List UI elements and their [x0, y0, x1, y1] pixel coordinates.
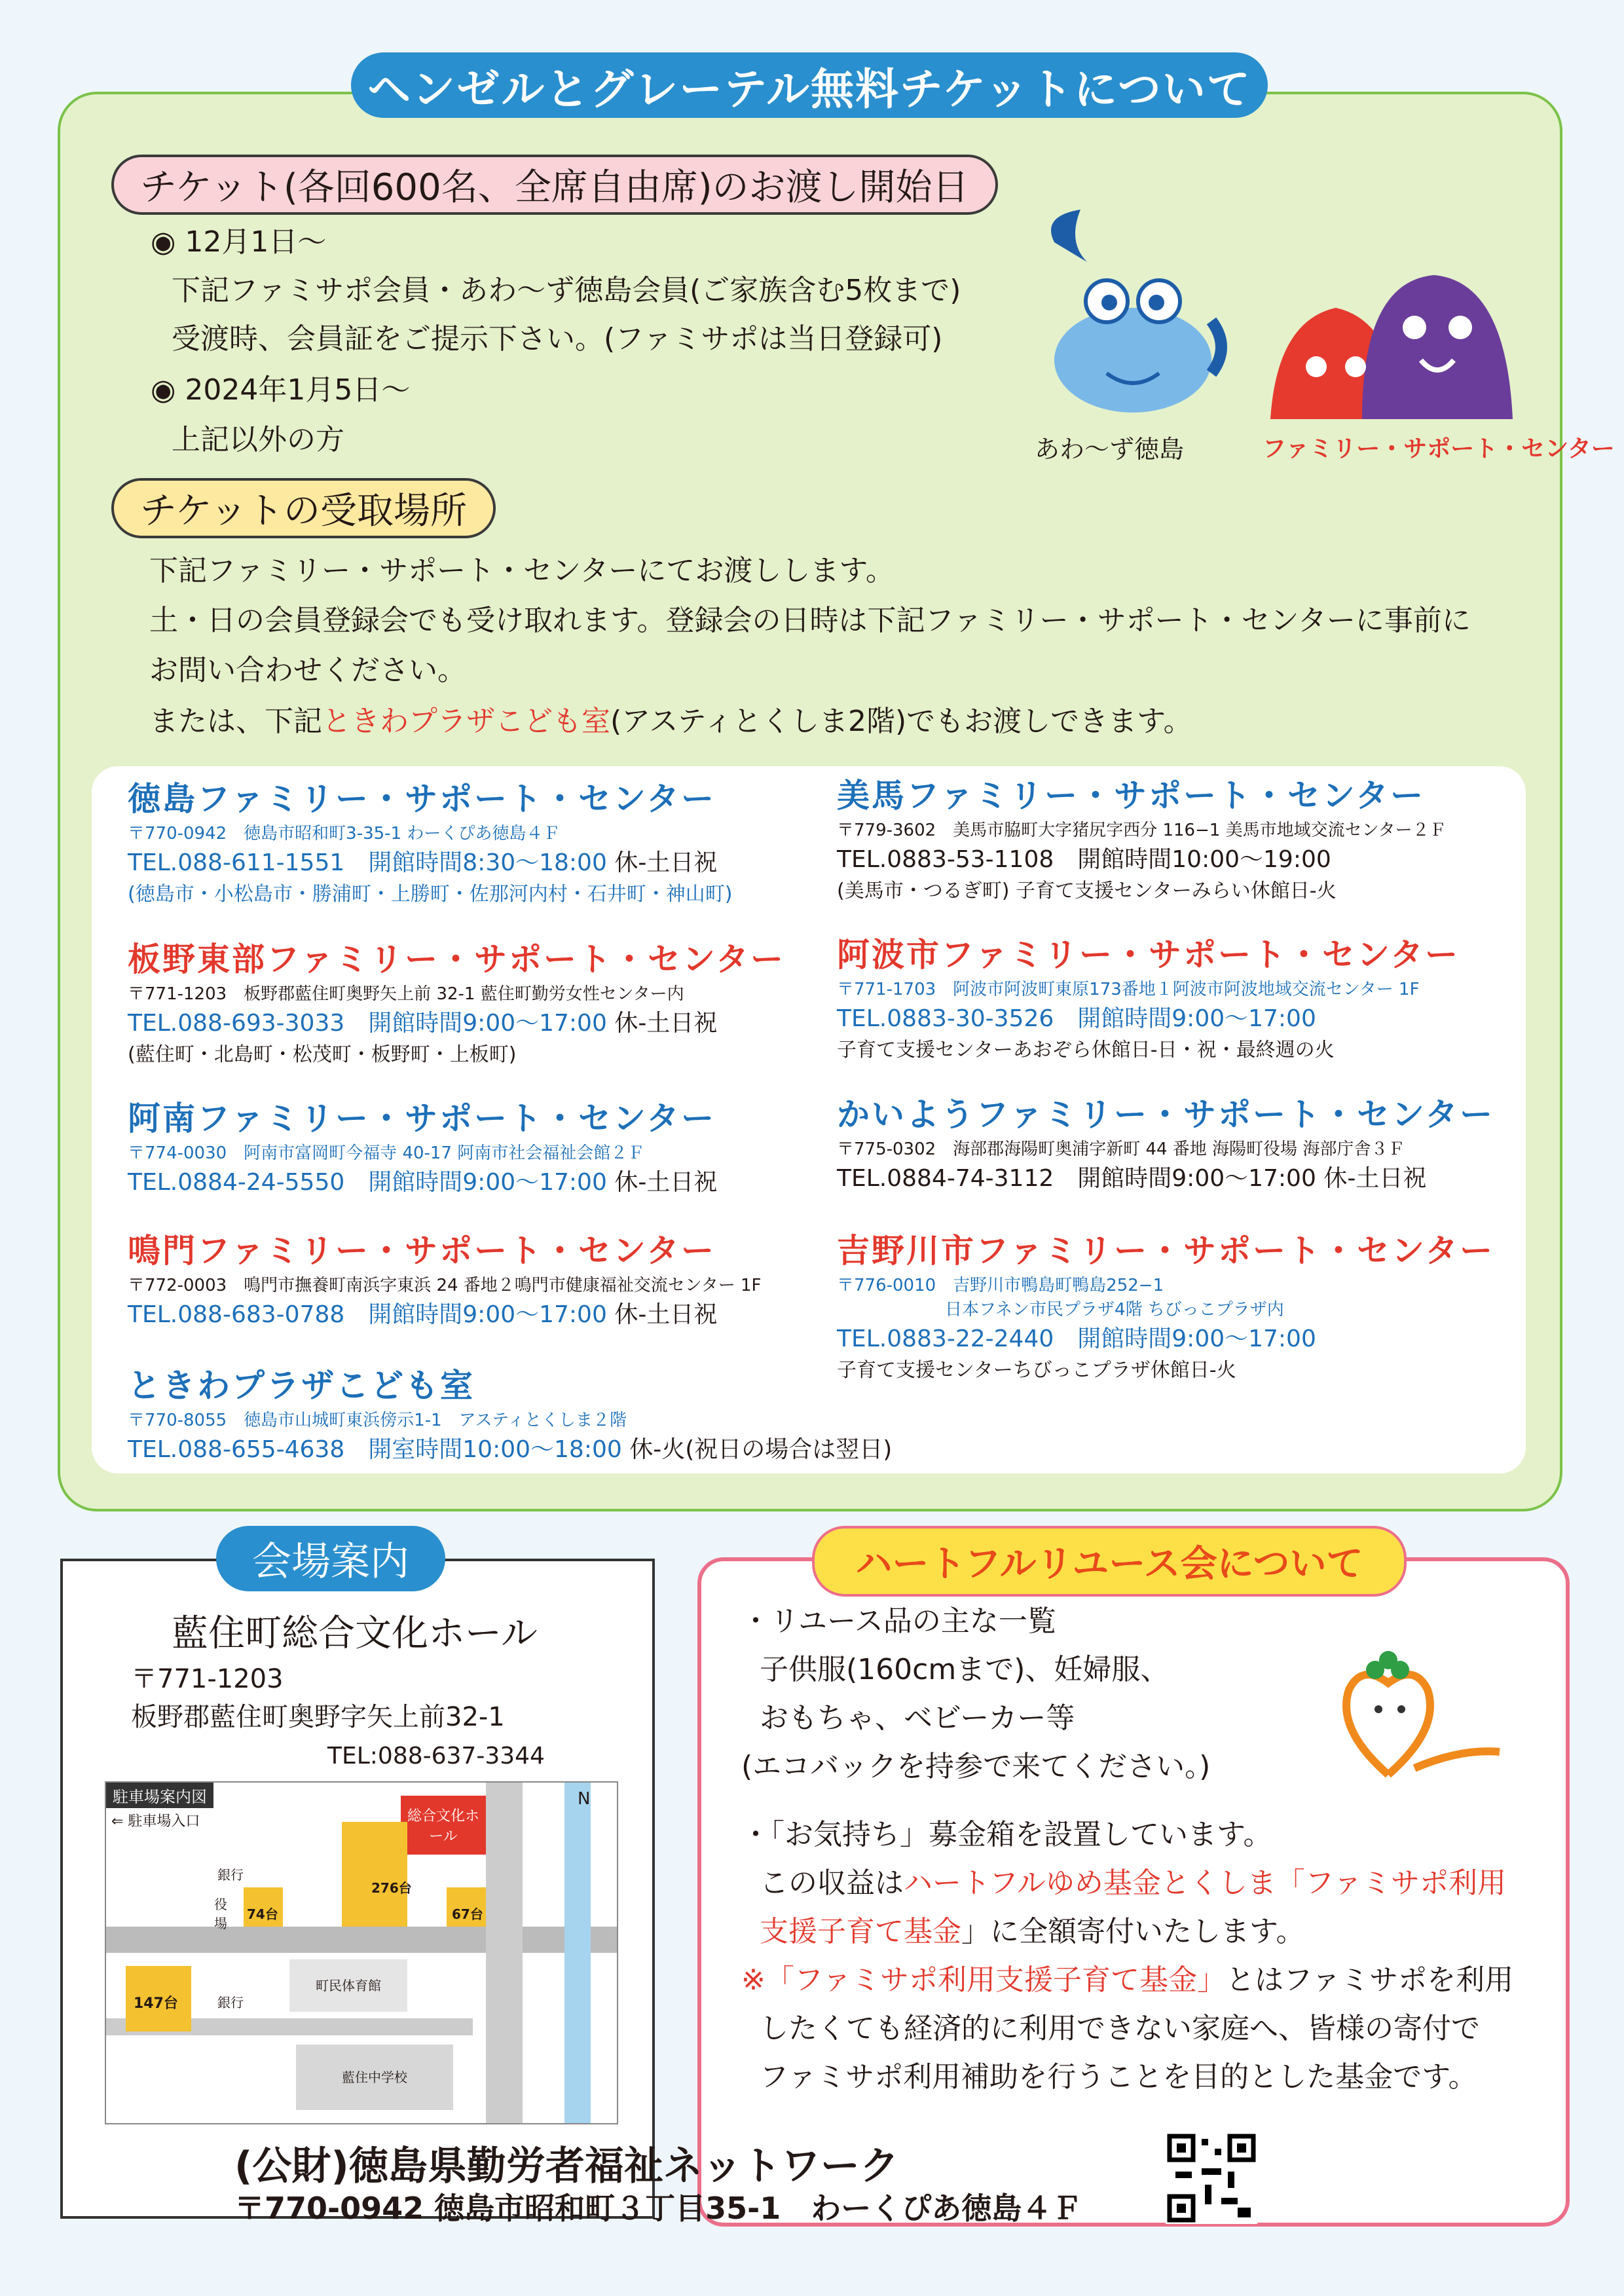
center-name: 板野東部ファミリー・サポート・センター	[128, 940, 785, 978]
ticket-place-heading: チケットの受取場所	[111, 478, 496, 538]
center-tel: TEL.088-655-4638	[128, 1436, 345, 1463]
map-hall: 総合文化ホール	[401, 1796, 486, 1855]
center-mima	[837, 769, 1447, 903]
item1-line2: 受渡時、会員証をご提示下さい。(ファミサポは当日登録可)	[172, 322, 943, 356]
center-name: かいようファミリー・サポート・センター	[837, 1096, 1494, 1134]
center-name: 美馬ファミリー・サポート・センター	[837, 777, 1425, 815]
center-anan	[128, 1092, 717, 1197]
venue-heading: 会場案内	[216, 1526, 445, 1591]
center-addr: 〒779-3602 美馬市脇町大字猪尻字西分 116−1 美馬市地域交流センター２Ｆ	[837, 821, 1447, 840]
item2-date: ◉ 2024年1月5日～	[151, 373, 411, 407]
center-note: (藍住町・北島町・松茂町・板野町・上板町)	[128, 1043, 517, 1066]
center-name: 阿南ファミリー・サポート・センター	[128, 1100, 716, 1138]
reuse-l7-post: 」に全額寄付いたします。	[961, 1915, 1305, 1948]
venue-name: 藍住町総合文化ホール	[172, 1612, 538, 1655]
place-line2: 土・日の会員登録会でも受け取れます。登録会の日時は下記ファミリー・サポート・センターに事前に	[149, 604, 1471, 637]
map-label-67: 67台	[452, 1906, 483, 1922]
place-line1: 下記ファミリー・サポート・センターにてお渡しします。	[149, 554, 895, 587]
center-tel-line	[837, 1160, 1494, 1193]
center-tel: TEL.0883-22-2440	[837, 1325, 1054, 1352]
center-tel: TEL.088-683-0788	[128, 1301, 345, 1328]
center-tel-line	[837, 841, 1447, 874]
center-tel: TEL.0883-30-3526	[837, 1005, 1054, 1032]
reuse-l8	[741, 1957, 1513, 2004]
center-closed: 休-土日祝	[1323, 1165, 1427, 1192]
map-gym: 町民体育館	[289, 1959, 407, 2012]
reuse-l8-red: ※「ファミサポ利用支援子育て基金」	[741, 1963, 1226, 1997]
reuse-l2: 子供服(160cmまで)、妊婦服、	[760, 1653, 1170, 1686]
center-hours: 開館時間9:00～17:00	[368, 1169, 607, 1196]
center-closed: 休-火(祝日の場合は翌日)	[629, 1436, 893, 1463]
center-tel: TEL.0884-74-3112	[837, 1165, 1054, 1192]
map-title: 駐車場案内図	[106, 1783, 213, 1808]
reuse-l10: ファミサポ利用補助を行うことを目的とした基金です。	[760, 2060, 1477, 2094]
venue-tel: TEL:088-637-3344	[327, 1743, 545, 1769]
center-naruto	[128, 1225, 762, 1329]
reuse-l1: ・リユース品の主な一覧	[741, 1604, 1056, 1638]
center-tokushima	[128, 773, 732, 906]
center-itano	[128, 933, 785, 1067]
map-north-icon: N	[578, 1789, 591, 1809]
center-tel: TEL.0884-24-5550	[128, 1169, 345, 1196]
center-hours: 開館時間9:00～17:00	[1077, 1165, 1316, 1192]
center-addr: 〒771-1203 板野郡藍住町奥野矢上前 32-1 藍住町勤労女性センター内	[128, 984, 684, 1004]
heart-mascot-icon	[1316, 1631, 1506, 1801]
center-hours: 開館時間9:00～17:00	[1077, 1325, 1316, 1352]
famisapo-label: ファミリー・サポート・センター	[1263, 435, 1615, 462]
map-school: 藍住中学校	[296, 2045, 453, 2110]
center-tel-line	[128, 1005, 785, 1038]
center-tel-line	[128, 844, 732, 878]
center-name: 徳島ファミリー・サポート・センター	[128, 780, 716, 818]
reuse-l3: おもちゃ、ベビーカー等	[760, 1701, 1075, 1735]
venue-address: 板野郡藍住町奥野字矢上前32-1	[131, 1702, 505, 1732]
map-label-276: 276台	[371, 1880, 412, 1896]
map-label-74: 74台	[247, 1906, 278, 1922]
place-line4-post: (アスティとくしま2階)でもお渡しできます。	[610, 705, 1192, 738]
reuse-l7-red: 支援子育て基金	[760, 1915, 961, 1948]
center-tel-line	[128, 1431, 892, 1464]
center-addr: 〒771-1703 阿波市阿波町東原173番地１阿波市阿波地域交流センター 1F	[837, 980, 1420, 999]
item2-line1: 上記以外の方	[172, 423, 344, 456]
center-addr2: 日本フネン市民プラザ4階 ちびっこプラザ内	[945, 1300, 1284, 1320]
center-note: (徳島市・小松島市・勝浦町・上勝町・佐那河内村・石井町・神山町)	[128, 883, 733, 906]
center-note: 子育て支援センターあおぞら休館日-日・祝・最終週の火	[837, 1039, 1335, 1062]
place-line4-pre: または、下記	[149, 705, 322, 738]
center-note: 子育て支援センターちびっこプラザ休館日-火	[837, 1359, 1236, 1382]
reuse-heading: ハートフルリユース会について	[812, 1526, 1407, 1597]
venue-zip: 〒771-1203	[131, 1664, 284, 1694]
center-awa	[837, 929, 1460, 1062]
center-tel: TEL.088-693-3033	[128, 1010, 345, 1037]
center-tel: TEL.088-611-1551	[128, 849, 345, 876]
map-road-vertical	[486, 1783, 523, 2123]
center-name: 鳴門ファミリー・サポート・センター	[128, 1232, 716, 1270]
reuse-l4: (エコバックを持参で来てください。)	[741, 1750, 1211, 1783]
awazu-label: あわ～ず徳島	[1035, 435, 1185, 464]
map-parking-276	[342, 1822, 407, 1927]
center-name: 阿波市ファミリー・サポート・センター	[837, 936, 1460, 974]
center-name: ときわプラザこども室	[128, 1367, 475, 1405]
reuse-l5: ・「お気持ち」募金箱を設置しています。	[741, 1818, 1272, 1851]
center-note: (美馬市・つるぎ町) 子育て支援センターみらい休館日-火	[837, 880, 1337, 902]
center-hours: 開館時間9:00～17:00	[1077, 1005, 1316, 1032]
famisapo-mascot-icon	[1264, 255, 1526, 426]
center-hours: 開室時間10:00～18:00	[368, 1436, 622, 1463]
map-river	[564, 1783, 591, 2123]
page-title: ヘンゼルとグレーテル無料チケットについて	[351, 52, 1268, 118]
center-tel-line	[837, 1320, 1494, 1354]
center-hours: 開館時間8:30～18:00	[368, 849, 607, 876]
reuse-l9: したくても経済的に利用できない家庭へ、皆様の寄付で	[760, 2012, 1480, 2045]
center-tel-line	[128, 1164, 717, 1197]
footer-address: 〒770-0942 徳島市昭和町３丁目35-1 わーくぴあ徳島４Ｆ	[234, 2191, 1082, 2226]
center-name: 吉野川市ファミリー・サポート・センター	[837, 1232, 1494, 1270]
center-tel-line	[837, 1000, 1460, 1033]
map-label-147: 147台	[134, 1995, 178, 2012]
ticket-start-heading: チケット(各回600名、全席自由席)のお渡し開始日	[111, 155, 998, 215]
map-bank-2: 銀行	[217, 1995, 244, 2010]
center-addr: 〒776-0010 吉野川市鴨島町鴨島252−1	[837, 1276, 1164, 1295]
center-addr: 〒772-0003 鳴門市撫養町南浜字東浜 24 番地２鳴門市健康福祉交流センター 1F	[128, 1276, 762, 1295]
qr-code-icon[interactable]	[1166, 2132, 1257, 2224]
reuse-l6-pre: この収益は	[760, 1866, 904, 1900]
awazu-mascot-icon	[1028, 203, 1231, 419]
center-addr: 〒770-0942 徳島市昭和町3-35-1 わーくぴあ徳島４Ｆ	[128, 824, 561, 843]
center-closed: 休-土日祝	[614, 849, 718, 876]
footer-org: (公財)徳島県勤労者福祉ネットワーク	[234, 2143, 899, 2189]
center-hours: 開館時間10:00～19:00	[1077, 846, 1331, 873]
reuse-l6-red: ハートフルゆめ基金とくしま「ファミサポ利用	[904, 1866, 1507, 1900]
center-closed: 休-土日祝	[614, 1301, 718, 1328]
map-bank-1: 銀行	[217, 1867, 244, 1883]
center-hours: 開館時間9:00～17:00	[368, 1010, 607, 1037]
center-hours: 開館時間9:00～17:00	[368, 1301, 607, 1328]
place-line4	[149, 698, 1192, 745]
center-addr: 〒770-8055 徳島市山城町東浜傍示1-1 アスティとくしま２階	[128, 1411, 627, 1430]
parking-map	[105, 1781, 618, 2124]
center-tokiwa	[128, 1360, 892, 1464]
center-yoshinogawa	[837, 1225, 1494, 1382]
reuse-l8-post: とはファミサポを利用	[1226, 1963, 1514, 1997]
reuse-l6	[760, 1860, 1506, 1907]
reuse-l7	[760, 1908, 1304, 1955]
center-addr: 〒774-0030 阿南市富岡町今福寺 40-17 阿南市社会福祉会館２Ｆ	[128, 1143, 645, 1163]
center-kaiyo	[837, 1088, 1494, 1193]
place-line3: お問い合わせください。	[149, 654, 466, 687]
place-line4-highlight: ときわプラザこども室	[322, 705, 610, 738]
item1-line1: 下記ファミサポ会員・あわ～ず徳島会員(ご家族含む5枚まで)	[172, 274, 961, 307]
center-tel: TEL.0883-53-1108	[837, 846, 1054, 873]
center-addr: 〒775-0302 海部郡海陽町奥浦字新町 44 番地 海陽町役場 海部庁舎３Ｆ	[837, 1139, 1405, 1159]
map-entrance: ⇐ 駐車場入口	[111, 1813, 200, 1830]
item1-date: ◉ 12月1日～	[151, 225, 327, 259]
center-closed: 休-土日祝	[614, 1010, 718, 1037]
map-road-horizontal	[106, 1927, 617, 1953]
map-office: 役場	[214, 1897, 227, 1931]
center-closed: 休-土日祝	[614, 1169, 718, 1196]
center-tel-line	[128, 1296, 762, 1329]
